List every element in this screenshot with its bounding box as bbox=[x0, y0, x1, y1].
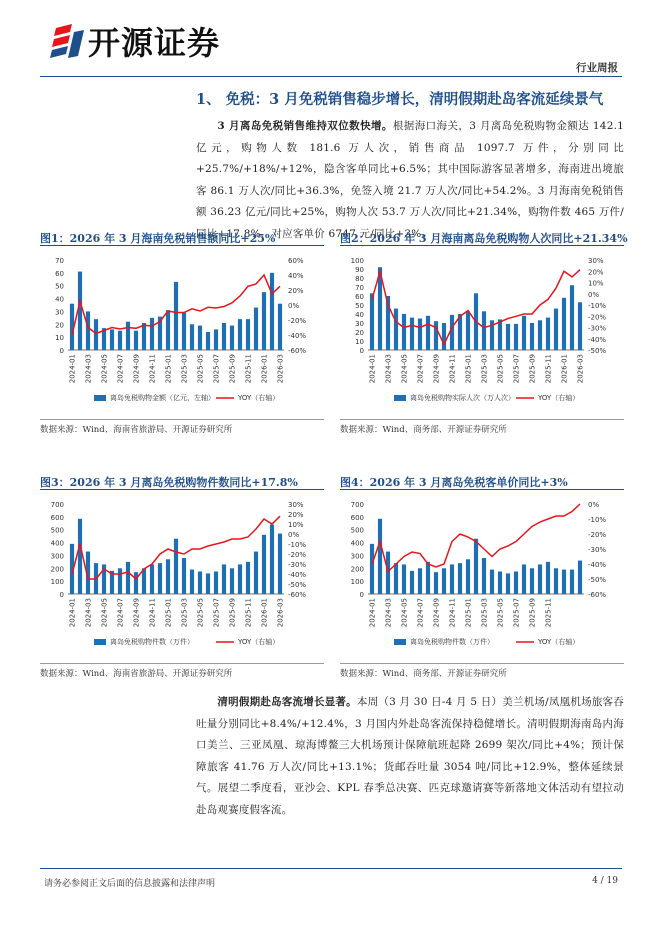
bar bbox=[190, 570, 194, 594]
x-tick-label: 2025-09 bbox=[228, 598, 237, 628]
x-tick-label: 2026-01 bbox=[560, 354, 569, 384]
bar bbox=[134, 331, 138, 350]
x-tick-label: 2025-11 bbox=[244, 598, 253, 628]
figure-2-bottom-rule bbox=[340, 419, 624, 420]
x-tick-label: 2024-07 bbox=[116, 598, 125, 628]
x-tick-label: 2025-03 bbox=[180, 354, 189, 384]
x-tick-label: 2025-07 bbox=[212, 598, 221, 628]
x-tick-label: 2024-09 bbox=[132, 354, 141, 384]
bar bbox=[482, 311, 486, 350]
paragraph-holiday-traffic bbox=[196, 692, 624, 821]
bar bbox=[278, 534, 282, 594]
left-tick-label: 10 bbox=[55, 334, 64, 343]
right-tick-label: -30% bbox=[588, 324, 607, 333]
right-tick-label: -20% bbox=[288, 317, 307, 325]
bar bbox=[530, 568, 534, 594]
x-tick-label: 2024-05 bbox=[100, 598, 109, 628]
right-tick-label: -20% bbox=[588, 313, 607, 322]
figure-3-source: 数据来源：Wind、海南省旅游局、开源证券研究所 bbox=[40, 669, 233, 679]
x-tick-label: 2025-01 bbox=[464, 598, 473, 628]
header-divider bbox=[40, 76, 622, 77]
bar bbox=[142, 568, 146, 594]
legend-bar-swatch bbox=[94, 639, 106, 645]
figure-3-bottom-rule bbox=[40, 663, 324, 664]
bar bbox=[118, 331, 122, 350]
figure-4-title: 图4：2026 年 3 月离岛免税客单价同比+3% bbox=[340, 476, 568, 489]
bar bbox=[410, 318, 414, 350]
bar bbox=[214, 572, 218, 595]
x-tick-label: 2026-01 bbox=[260, 354, 269, 384]
figure-2-chart bbox=[338, 250, 626, 418]
left-tick-label: 200 bbox=[50, 565, 64, 574]
right-tick-label: -60% bbox=[288, 591, 307, 599]
bar bbox=[570, 285, 574, 350]
x-tick-label: 2024-05 bbox=[400, 354, 409, 384]
figure-4-source: 数据来源：Wind、商务部、开源证券研究所 bbox=[340, 669, 507, 679]
bar bbox=[78, 272, 82, 350]
left-tick-label: 30 bbox=[355, 320, 364, 328]
figure-3-top-rule bbox=[40, 489, 324, 490]
bar bbox=[498, 572, 502, 595]
bar bbox=[118, 568, 122, 594]
x-tick-label: 2024-11 bbox=[448, 598, 457, 628]
bar bbox=[158, 563, 162, 594]
bar bbox=[522, 316, 526, 350]
bar bbox=[410, 571, 414, 594]
bar bbox=[450, 564, 454, 594]
x-tick-label: 2025-03 bbox=[480, 354, 489, 384]
bar bbox=[142, 323, 146, 350]
x-tick-label: 2025-07 bbox=[512, 354, 521, 384]
bar bbox=[562, 298, 566, 350]
x-tick-label: 2025-11 bbox=[244, 354, 253, 384]
bar bbox=[394, 309, 398, 350]
bar bbox=[466, 311, 470, 350]
right-tick-label: 10% bbox=[588, 279, 604, 288]
bar bbox=[230, 568, 234, 594]
bar bbox=[370, 544, 374, 594]
bar bbox=[514, 572, 518, 595]
bar bbox=[270, 273, 274, 350]
bar bbox=[206, 573, 210, 594]
left-tick-label: 700 bbox=[350, 501, 364, 509]
bar bbox=[150, 318, 154, 350]
right-tick-label: -30% bbox=[588, 546, 607, 554]
right-tick-label: -20% bbox=[288, 551, 307, 559]
left-tick-label: 400 bbox=[350, 539, 364, 548]
figure-1-top-rule bbox=[40, 245, 324, 246]
legend-line-label: YOY（右轴） bbox=[238, 394, 280, 402]
figure-2-title: 图2：2026 年 3 月海南离岛免税购物人次同比+21.34% bbox=[340, 232, 628, 245]
x-tick-label: 2025-07 bbox=[512, 598, 521, 628]
figure-4-chart bbox=[338, 494, 626, 662]
right-tick-label: 0% bbox=[288, 531, 300, 539]
right-tick-label: -40% bbox=[288, 571, 307, 579]
bar bbox=[418, 568, 422, 594]
bar bbox=[538, 320, 542, 350]
x-tick-label: 2024-07 bbox=[116, 354, 125, 384]
bar bbox=[254, 552, 258, 594]
x-tick-label: 2025-01 bbox=[164, 354, 173, 384]
bar bbox=[402, 314, 406, 350]
x-tick-label: 2024-11 bbox=[148, 598, 157, 628]
legend-bar-label: 离岛免税购物件数（万件） bbox=[110, 638, 194, 646]
x-tick-label: 2024-07 bbox=[416, 598, 425, 628]
bar bbox=[418, 319, 422, 351]
figure-2-source: 数据来源：Wind、商务部、开源证券研究所 bbox=[340, 425, 507, 435]
bar bbox=[578, 561, 582, 594]
right-tick-label: 40% bbox=[288, 272, 304, 280]
bar bbox=[546, 562, 550, 594]
left-tick-label: 0 bbox=[359, 347, 364, 355]
bar bbox=[562, 570, 566, 594]
right-tick-label: -50% bbox=[588, 576, 607, 584]
legend-bar-swatch bbox=[394, 395, 406, 401]
paragraph-body: 根据海口海关，3 月离岛免税购物金额达 142.1 亿元，购物人数 181.6 万人次，销售商品 1097.7 万件，分别同比+25.7%/+18%/+12%，隐含客单同比+6.5%；其中国际游客显著增多，海南进出境旅客 86.1 万人次/同比+36.3%，免签入境 21.7 万人次/同比+54.2%。3 月海南免税销售额 36.23 亿元/同比+25%，购物人次 53.7 万人次/同比+21.34%，购物件数 465 万件/同比+17.8%，对应客单价 6747 元/同比+3%。 bbox=[196, 120, 624, 240]
x-tick-label: 2024-11 bbox=[448, 354, 457, 384]
paragraph-lead: 清明假期赴岛客流增长显著。 bbox=[217, 696, 357, 708]
x-tick-label: 2024-03 bbox=[84, 354, 93, 384]
x-tick-label: 2024-09 bbox=[432, 598, 441, 628]
bar bbox=[578, 302, 582, 350]
bar bbox=[546, 318, 550, 350]
left-tick-label: 0 bbox=[359, 591, 364, 599]
left-tick-label: 90 bbox=[355, 266, 364, 274]
x-tick-label: 2025-09 bbox=[228, 354, 237, 384]
x-tick-label: 2025-03 bbox=[180, 598, 189, 628]
figure-1-chart bbox=[38, 250, 326, 418]
bar bbox=[230, 326, 234, 350]
figure-4-top-rule bbox=[340, 489, 624, 490]
right-tick-label: 60% bbox=[288, 257, 304, 265]
bar bbox=[198, 326, 202, 350]
report-type-label: 行业周报 bbox=[576, 62, 618, 74]
bar bbox=[474, 539, 478, 594]
left-tick-label: 0 bbox=[59, 591, 64, 599]
legend-line-label: YOY（右轴） bbox=[538, 394, 580, 402]
bar bbox=[482, 558, 486, 594]
bar bbox=[386, 552, 390, 594]
left-tick-label: 10 bbox=[355, 338, 364, 346]
bar bbox=[490, 570, 494, 594]
figure-1-title: 图1：2026 年 3 月海南免税销售额同比+25% bbox=[40, 232, 276, 245]
footer-divider bbox=[40, 868, 622, 869]
left-tick-label: 40 bbox=[355, 311, 364, 319]
figure-3-title: 图3：2026 年 3 月离岛免税购物件数同比+17.8% bbox=[40, 476, 298, 489]
left-tick-label: 300 bbox=[50, 552, 64, 561]
left-tick-label: 200 bbox=[350, 565, 364, 574]
bar bbox=[238, 564, 242, 594]
right-tick-label: -40% bbox=[588, 335, 607, 344]
x-tick-label: 2025-01 bbox=[464, 354, 473, 384]
x-tick-label: 2025-09 bbox=[528, 354, 537, 384]
bar bbox=[78, 519, 82, 594]
bar bbox=[426, 562, 430, 594]
left-tick-label: 70 bbox=[355, 284, 364, 292]
figure-3-chart bbox=[38, 494, 326, 662]
left-tick-label: 60 bbox=[55, 269, 64, 278]
bar bbox=[214, 329, 218, 350]
left-tick-label: 50 bbox=[355, 302, 364, 310]
left-tick-label: 20 bbox=[355, 329, 364, 337]
left-tick-label: 100 bbox=[50, 578, 64, 587]
bar bbox=[262, 535, 266, 594]
x-tick-label: 2024-07 bbox=[416, 354, 425, 384]
x-tick-label: 2024-09 bbox=[132, 598, 141, 628]
bar bbox=[394, 563, 398, 594]
bar bbox=[278, 304, 282, 350]
x-tick-label: 2024-05 bbox=[100, 354, 109, 384]
right-tick-label: -20% bbox=[588, 531, 607, 539]
bar bbox=[530, 323, 534, 350]
right-tick-label: 30% bbox=[588, 257, 604, 265]
left-tick-label: 100 bbox=[350, 257, 364, 265]
x-tick-label: 2024-01 bbox=[368, 598, 377, 628]
bar bbox=[126, 322, 130, 350]
right-tick-label: 30% bbox=[288, 501, 304, 509]
right-tick-label: 20% bbox=[588, 268, 604, 277]
bar bbox=[570, 570, 574, 594]
x-tick-label: 2024-01 bbox=[68, 354, 77, 384]
legend-bar-swatch bbox=[394, 639, 406, 645]
right-tick-label: -10% bbox=[588, 516, 607, 524]
x-tick-label: 2026-03 bbox=[276, 354, 285, 384]
bar bbox=[426, 316, 430, 350]
left-tick-label: 500 bbox=[350, 526, 364, 535]
bar bbox=[466, 559, 470, 594]
legend-bar-label: 离岛免税购物件数（万件） bbox=[410, 638, 494, 646]
bar bbox=[166, 559, 170, 594]
bar bbox=[370, 293, 374, 350]
right-tick-label: 10% bbox=[288, 521, 304, 529]
left-tick-label: 70 bbox=[55, 257, 64, 265]
bar bbox=[166, 310, 170, 350]
bar bbox=[434, 321, 438, 350]
x-tick-label: 2025-03 bbox=[480, 598, 489, 628]
brand-logo-icon bbox=[50, 22, 90, 62]
right-tick-label: -40% bbox=[588, 561, 607, 569]
paragraph-duty-free-sales bbox=[196, 116, 624, 245]
right-tick-label: -60% bbox=[288, 347, 307, 355]
bar bbox=[246, 319, 250, 350]
left-tick-label: 0 bbox=[59, 347, 64, 355]
bar bbox=[498, 319, 502, 350]
left-tick-label: 600 bbox=[350, 513, 364, 522]
bar bbox=[246, 562, 250, 594]
right-tick-label: 0% bbox=[588, 501, 600, 509]
legend-line-label: YOY（右轴） bbox=[238, 638, 280, 646]
right-tick-label: 20% bbox=[288, 287, 304, 295]
legend-line-label: YOY（右轴） bbox=[538, 638, 580, 646]
brand-name: 开源证券 bbox=[88, 24, 221, 62]
bar bbox=[554, 309, 558, 350]
right-tick-label: -10% bbox=[588, 302, 607, 310]
figure-2-top-rule bbox=[340, 245, 624, 246]
bar bbox=[238, 319, 242, 350]
left-tick-label: 100 bbox=[350, 578, 364, 587]
bar bbox=[434, 572, 438, 594]
x-tick-label: 2025-09 bbox=[528, 598, 537, 628]
left-tick-label: 20 bbox=[55, 321, 64, 330]
bar bbox=[182, 558, 186, 594]
bar bbox=[538, 564, 542, 594]
legend-bar-swatch bbox=[94, 395, 106, 401]
page-number: 4 / 19 bbox=[592, 876, 618, 886]
left-tick-label: 40 bbox=[55, 295, 64, 304]
left-tick-label: 60 bbox=[355, 293, 364, 301]
bar bbox=[506, 324, 510, 350]
bar bbox=[174, 282, 178, 350]
section-title: 1、 免税：3 月免税销售稳步增长，清明假期赴岛客流延续景气 bbox=[196, 91, 604, 108]
left-tick-label: 30 bbox=[55, 308, 64, 317]
x-tick-label: 2024-09 bbox=[432, 354, 441, 384]
x-tick-label: 2025-05 bbox=[496, 354, 505, 384]
x-tick-label: 2025-01 bbox=[164, 598, 173, 628]
legend-bar-label: 离岛免税购物实际人次（万人次） bbox=[410, 394, 515, 402]
left-tick-label: 80 bbox=[355, 275, 364, 283]
x-tick-label: 2024-01 bbox=[68, 598, 77, 628]
bar bbox=[190, 324, 194, 350]
legend-bar-label: 离岛免税购物金额（亿元，左轴） bbox=[110, 394, 215, 402]
bar bbox=[94, 319, 98, 350]
bar bbox=[262, 292, 266, 350]
right-tick-label: 0% bbox=[588, 290, 600, 299]
right-tick-label: -60% bbox=[588, 591, 607, 599]
bar bbox=[110, 329, 114, 350]
bar bbox=[182, 313, 186, 350]
bar bbox=[514, 324, 518, 350]
x-tick-label: 2026-03 bbox=[276, 598, 285, 628]
x-tick-label: 2025-05 bbox=[196, 354, 205, 384]
right-tick-label: -50% bbox=[588, 347, 607, 355]
bar bbox=[402, 564, 406, 594]
right-tick-label: -30% bbox=[288, 561, 307, 569]
left-tick-label: 400 bbox=[50, 539, 64, 548]
figure-4-bottom-rule bbox=[340, 663, 624, 664]
bar bbox=[442, 568, 446, 594]
bar bbox=[86, 311, 90, 350]
bar bbox=[378, 519, 382, 594]
figure-1-bottom-rule bbox=[40, 419, 324, 420]
paragraph-lead: 3 月离岛免税销售维持双位数快增。 bbox=[217, 120, 393, 132]
bar bbox=[554, 568, 558, 594]
right-tick-label: 20% bbox=[288, 511, 304, 519]
bar bbox=[222, 323, 226, 350]
bar bbox=[506, 573, 510, 594]
right-tick-label: -10% bbox=[288, 541, 307, 549]
bar bbox=[254, 308, 258, 350]
x-tick-label: 2026-01 bbox=[260, 598, 269, 628]
left-tick-label: 600 bbox=[50, 513, 64, 522]
bar bbox=[222, 564, 226, 594]
left-tick-label: 50 bbox=[55, 282, 64, 291]
bar bbox=[450, 315, 454, 350]
bar bbox=[126, 562, 130, 594]
left-tick-label: 300 bbox=[350, 552, 364, 561]
x-tick-label: 2024-05 bbox=[400, 598, 409, 628]
x-tick-label: 2024-03 bbox=[384, 354, 393, 384]
x-tick-label: 2024-03 bbox=[384, 598, 393, 628]
x-tick-label: 2025-11 bbox=[544, 598, 553, 628]
bar bbox=[134, 572, 138, 594]
x-tick-label: 2025-07 bbox=[212, 354, 221, 384]
x-tick-label: 2025-05 bbox=[496, 598, 505, 628]
left-tick-label: 500 bbox=[50, 526, 64, 535]
x-tick-label: 2025-05 bbox=[196, 598, 205, 628]
bar bbox=[174, 539, 178, 594]
x-tick-label: 2024-11 bbox=[148, 354, 157, 384]
bar bbox=[206, 332, 210, 350]
right-tick-label: 0% bbox=[288, 302, 300, 310]
left-tick-label: 700 bbox=[50, 501, 64, 509]
x-tick-label: 2024-01 bbox=[368, 354, 377, 384]
right-tick-label: -40% bbox=[288, 332, 307, 340]
footer-disclaimer: 请务必参阅正文后面的信息披露和法律声明 bbox=[44, 879, 216, 889]
x-tick-label: 2026-03 bbox=[576, 354, 585, 384]
bar bbox=[270, 525, 274, 594]
x-tick-label: 2025-11 bbox=[544, 354, 553, 384]
figure-1-source: 数据来源：Wind、海南省旅游局、开源证券研究所 bbox=[40, 425, 233, 435]
bar bbox=[150, 564, 154, 594]
bar bbox=[198, 572, 202, 595]
bar bbox=[458, 563, 462, 594]
right-tick-label: -50% bbox=[288, 581, 307, 589]
x-tick-label: 2024-03 bbox=[84, 598, 93, 628]
paragraph-body: 本周（3 月 30 日-4 月 5 日）美兰机场/凤凰机场旅客吞吐量分别同比+8.4%/+12.4%，3 月国内外赴岛客流保持稳健增长。清明假期海南岛内海口美兰、三亚凤凰、琼海博鳌三大机场预计保障航班起降 2699 架次/同比+4%；预计保障旅客 41.76 万人次/同比+13.1%；货邮吞吐量 3054 吨/同比+12.9%，整体延续景气。展望二季度看，亚沙会、KPL 春季总决赛、匹克球邀请赛等新落地文体活动有望拉动赴岛观赛度假客流。 bbox=[196, 696, 624, 816]
bar bbox=[522, 564, 526, 594]
